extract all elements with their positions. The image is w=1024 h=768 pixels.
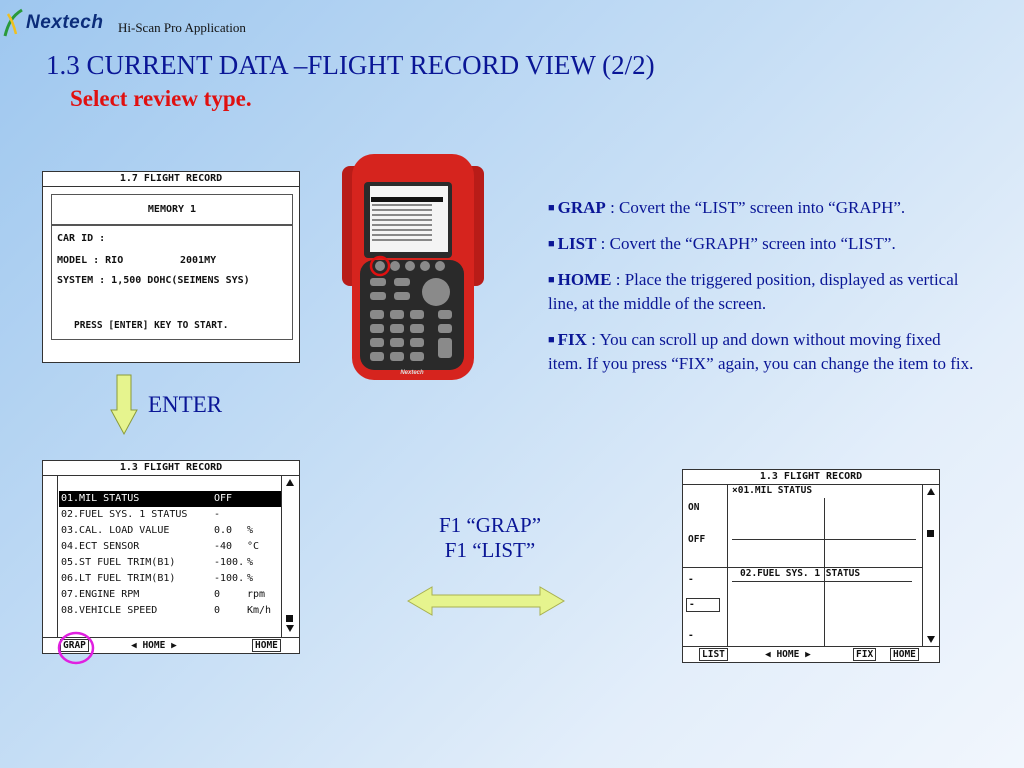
list-item[interactable]: 04.ECT SENSOR -40 °C: [61, 541, 260, 552]
scroll-thumb[interactable]: [286, 615, 293, 622]
grap-button[interactable]: GRAP: [60, 639, 89, 652]
off-label: OFF: [688, 534, 706, 545]
left-margin: [43, 475, 58, 638]
device-brand-text: Nextech: [400, 370, 424, 376]
page-subtitle: Select review type.: [70, 86, 252, 111]
model-year: 2001MY: [180, 255, 217, 266]
list-item[interactable]: 01.MIL STATUS OFF: [59, 491, 281, 507]
function-key-descriptions: [548, 196, 978, 388]
brand-name: Nextech: [26, 12, 104, 33]
scrollbar[interactable]: [281, 475, 299, 638]
bullet-grap: ■ GRAP : Covert the “LIST” screen into “GRAPH”.: [548, 198, 906, 217]
flight-record-memory-screen: [42, 171, 300, 363]
page-title: 1.3 CURRENT DATA –FLIGHT RECORD VIEW (2/2): [46, 50, 655, 80]
scrollbar[interactable]: [922, 484, 939, 647]
hi-scan-pro-device-image: [340, 152, 486, 384]
nextech-logo: [2, 6, 262, 36]
screen-title: 1.3 FLIGHT RECORD: [43, 461, 299, 476]
screen-title: 1.3 FLIGHT RECORD: [683, 470, 939, 485]
function-key-bar: [683, 646, 939, 662]
scale-input[interactable]: -: [686, 598, 720, 612]
car-id-line: CAR ID :: [57, 233, 106, 244]
home-navigator[interactable]: ◀ HOME ▶: [765, 649, 811, 660]
graph-trace-2: [732, 581, 912, 582]
scroll-up-icon[interactable]: [927, 488, 935, 495]
screen-title: 1.7 FLIGHT RECORD: [43, 172, 299, 187]
graph-trace-1: [732, 539, 916, 540]
f1-list-label: F1 “LIST”: [444, 538, 536, 562]
scale-min: -: [688, 630, 694, 641]
enter-label: ENTER: [148, 392, 223, 417]
bullet-home: ■ HOME : Place the triggered position, displayed as vertical line, at the middle of the screen.: [548, 270, 959, 313]
list-item[interactable]: 06.LT FUEL TRIM(B1) -100. %: [61, 573, 254, 584]
f1-grap-label: F1 “GRAP”: [438, 513, 542, 537]
bullet-list: ■ LIST : Covert the “GRAPH” screen into “LIST”.: [548, 234, 896, 253]
app-name: Hi-Scan Pro Application: [118, 20, 246, 35]
home-button[interactable]: HOME: [252, 639, 281, 652]
flight-record-list-screen: [42, 460, 300, 654]
model-line: MODEL : RIO: [57, 255, 124, 266]
memory-label: MEMORY 1: [51, 194, 293, 226]
list-button[interactable]: LIST: [699, 648, 728, 661]
flight-record-graph-screen: [682, 469, 940, 663]
scroll-up-icon[interactable]: [286, 479, 294, 486]
press-enter-prompt: PRESS [ENTER] KEY TO START.: [74, 320, 229, 331]
home-navigator[interactable]: ◀ HOME ▶: [131, 640, 177, 651]
scale-max: -: [688, 574, 694, 585]
graph-item-2[interactable]: 02.FUEL SYS. 1 STATUS: [740, 568, 861, 579]
list-item[interactable]: 08.VEHICLE SPEED 0 Km/h: [61, 605, 272, 616]
down-arrow-icon: [110, 374, 138, 436]
scroll-down-icon[interactable]: [927, 636, 935, 643]
on-label: ON: [688, 502, 700, 513]
double-arrow-icon: [406, 585, 566, 617]
graph-area: [728, 484, 922, 647]
f1-key-labels: [410, 513, 570, 563]
list-item[interactable]: 07.ENGINE RPM 0 rpm: [61, 589, 266, 600]
vehicle-info-box: [51, 224, 293, 340]
list-item[interactable]: 03.CAL. LOAD VALUE 0.0 %: [61, 525, 254, 536]
nextech-swoosh-icon: [2, 6, 26, 38]
data-list: [59, 491, 281, 619]
bullet-fix: ■ FIX : You can scroll up and down without moving fixed item. If you press “FIX” again, you can change the item to fix.: [548, 330, 974, 373]
list-item[interactable]: 02.FUEL SYS. 1 STATUS -: [61, 509, 221, 520]
home-button[interactable]: HOME: [890, 648, 919, 661]
graph-scale-pane: [683, 484, 728, 647]
list-item[interactable]: 05.ST FUEL TRIM(B1) -100. %: [61, 557, 254, 568]
fix-button[interactable]: FIX: [853, 648, 876, 661]
scroll-down-icon[interactable]: [286, 625, 294, 632]
scroll-thumb[interactable]: [927, 530, 934, 537]
highlight-circle-icon: [56, 630, 96, 666]
graph-item-1[interactable]: ×01.MIL STATUS: [732, 485, 813, 496]
system-line: SYSTEM : 1,500 DOHC(SEIMENS SYS): [57, 275, 250, 286]
